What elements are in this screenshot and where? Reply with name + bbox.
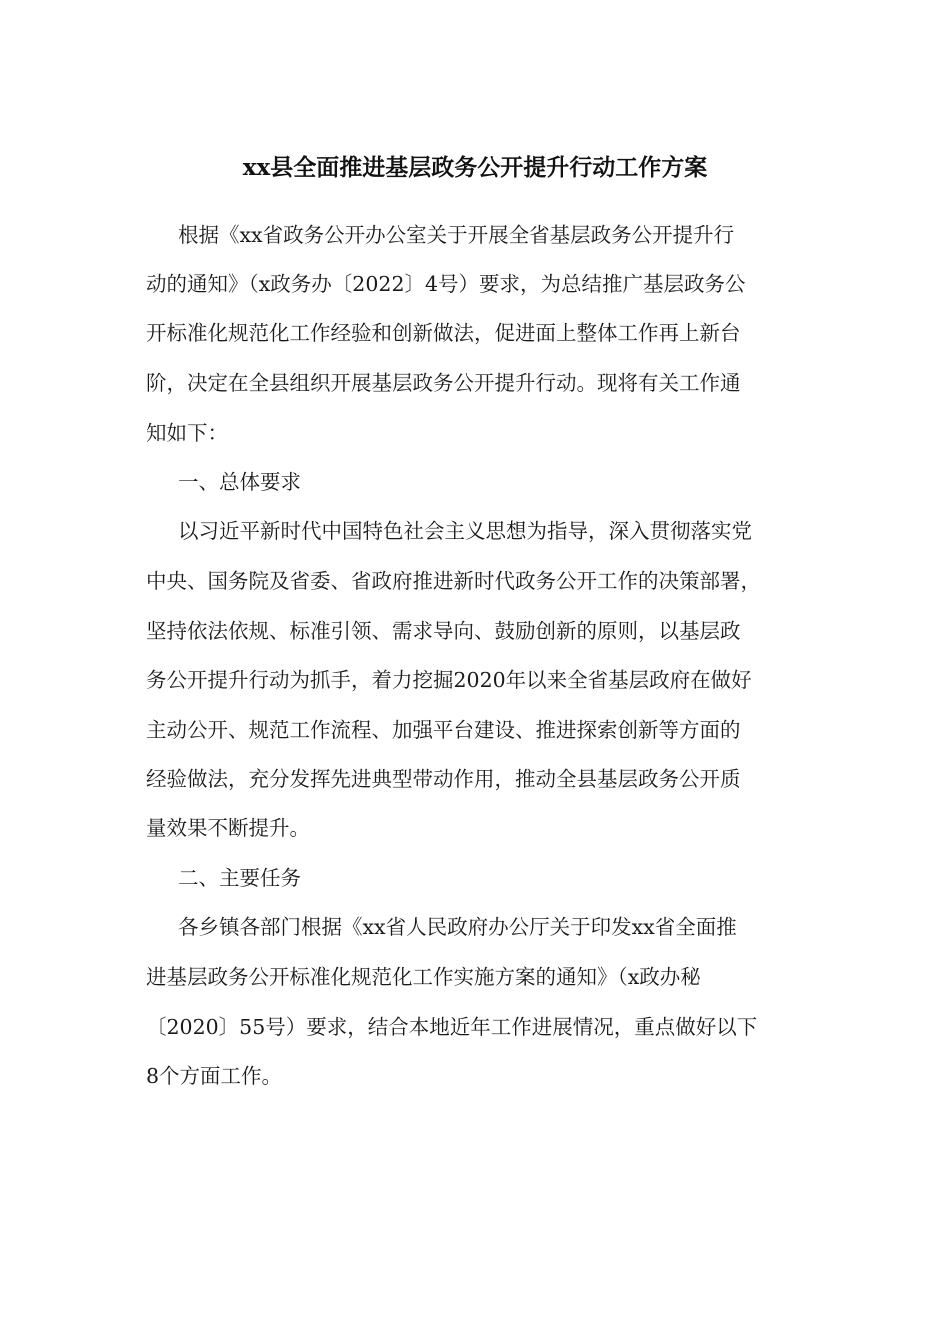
paragraph-line: 开标准化规范化工作经验和创新做法，促进面上整体工作再上新台 xyxy=(146,321,741,345)
paragraph-line: 务公开提升行动为抓手，着力挖掘2020年以来全省基层政府在做好 xyxy=(146,668,752,692)
paragraph-line: 动的通知》（x政务办〔2022〕4号）要求，为总结推广基层政务公 xyxy=(146,272,746,296)
paragraph-line: 主动公开、规范工作流程、加强平台建设、推进探索创新等方面的 xyxy=(146,718,741,742)
paragraph-line: 阶，决定在全县组织开展基层政务公开提升行动。现将有关工作通 xyxy=(146,371,741,395)
section-heading: 一、总体要求 xyxy=(178,470,301,494)
document-title: xx县全面推进基层政务公开提升行动工作方案 xyxy=(242,154,708,181)
paragraph-line: 知如下： xyxy=(146,421,228,445)
paragraph-line: 8个方面工作。 xyxy=(146,1064,283,1088)
paragraph-line: 根据《xx省政务公开办公室关于开展全省基层政务公开提升行 xyxy=(178,223,735,247)
paragraph-line: 各乡镇各部门根据《xx省人民政府办公厅关于印发xx省全面推 xyxy=(178,915,737,939)
section-heading: 二、主要任务 xyxy=(178,866,301,890)
paragraph-line: 坚持依法依规、标准引领、需求导向、鼓励创新的原则，以基层政 xyxy=(146,619,741,643)
paragraph-line: 量效果不断提升。 xyxy=(146,816,310,840)
paragraph-line: 中央、国务院及省委、省政府推进新时代政务公开工作的决策部署， xyxy=(146,569,761,593)
paragraph-line: 以习近平新时代中国特色社会主义思想为指导，深入贯彻落实党 xyxy=(178,519,752,543)
paragraph-line: 经验做法，充分发挥先进典型带动作用，推动全县基层政务公开质 xyxy=(146,767,741,791)
paragraph-line: 进基层政务公开标准化规范化工作实施方案的通知》（x政办秘 xyxy=(146,965,701,989)
paragraph-line: 〔2020〕55号）要求，结合本地近年工作进展情况，重点做好以下 xyxy=(146,1015,758,1039)
